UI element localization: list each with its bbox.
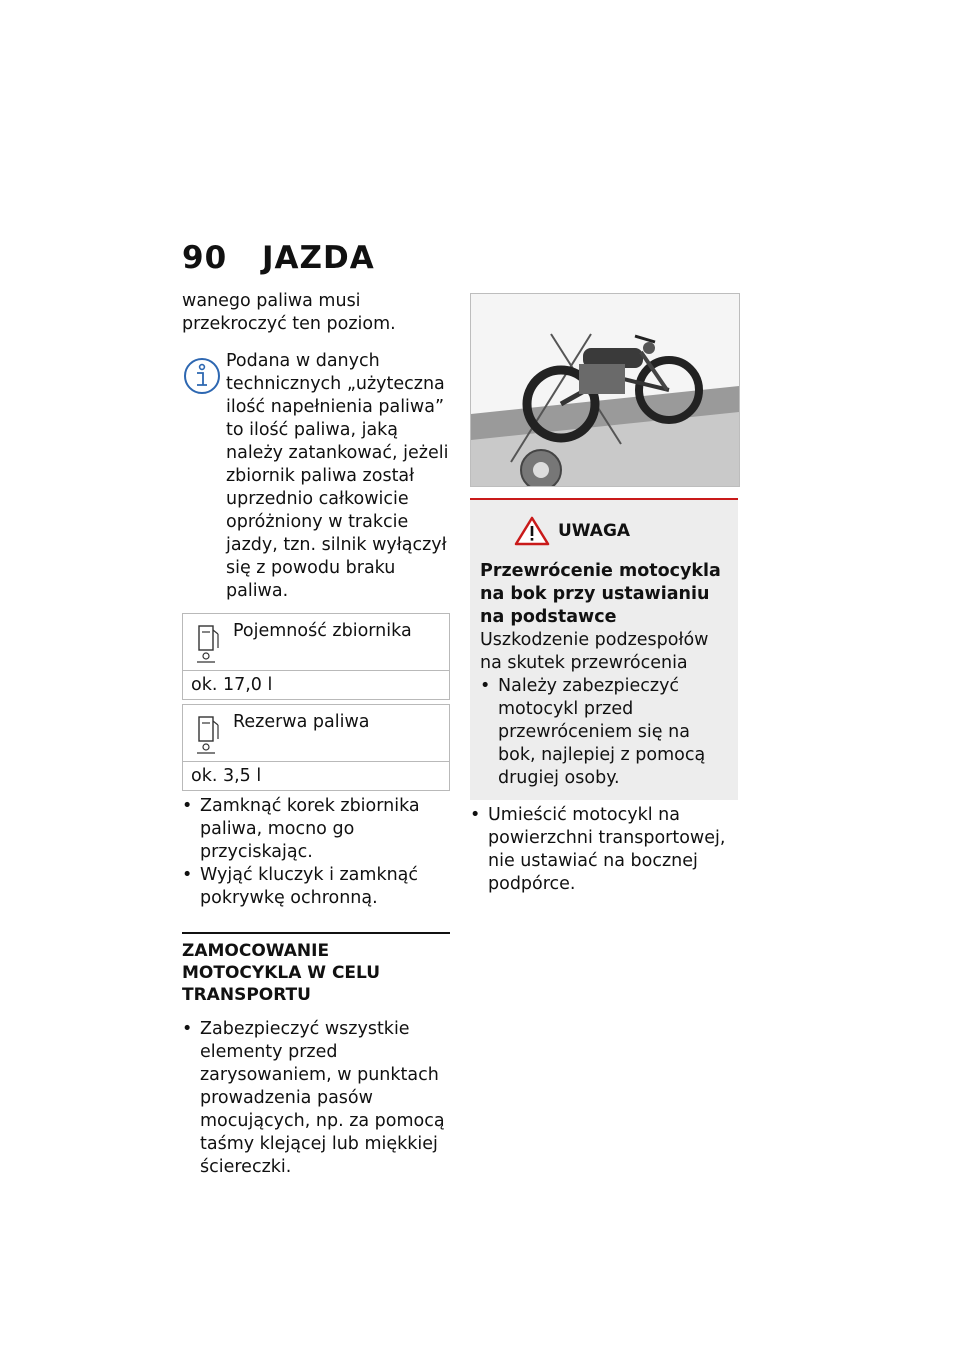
section-title: ZAMOCOWANIE MOTOCYKLA W CELU TRANSPORTU: [182, 941, 381, 1005]
warning-title: Przewrócenie motocykla na bok przy ustawianiu na podstawce: [480, 561, 721, 627]
bullet: •: [470, 805, 481, 825]
bullet: •: [182, 1019, 193, 1039]
warning-consequence: Uszkodzenie podzespołów na skutek przewrócenia: [480, 630, 709, 673]
motorcycle-on-trailer-illustration: [470, 293, 740, 487]
right-column: [470, 293, 738, 896]
spec-value: ok. 17,0 l: [191, 675, 273, 695]
spec-value: ok. 3,5 l: [191, 766, 262, 786]
step-list: [182, 795, 450, 910]
bullet: •: [182, 796, 193, 816]
warning-box: [470, 498, 738, 800]
spec-tank-capacity: [182, 613, 450, 700]
fuel-pump-icon: [195, 622, 221, 664]
list-item: • Zamknąć korek zbiornika paliwa, mocno go przyciskając.: [182, 796, 420, 862]
left-column: [182, 290, 450, 1179]
spec-fuel-reserve: [182, 704, 450, 791]
list-item: • Wyjąć kluczyk i zamknąć pokrywkę ochronną.: [182, 865, 419, 908]
step-list: [470, 804, 738, 896]
page-header: [182, 240, 375, 276]
fuel-pump-icon: [195, 713, 221, 755]
page-number: 90: [182, 240, 228, 276]
bullet: •: [182, 865, 193, 885]
warning-word: UWAGA: [558, 521, 631, 541]
list-item: • Należy zabezpieczyć motocykl przed przewróceniem się na bok, najlepiej z pomocą drugiej osoby.: [480, 676, 706, 788]
spec-label: Pojemność zbiornika: [233, 621, 412, 641]
spec-label: Rezerwa paliwa: [233, 712, 370, 732]
bullet: •: [480, 676, 491, 696]
list-item: • Zabezpieczyć wszystkie elementy przed zarysowaniem, w punktach prowadzenia pasów mocujących, np. za pomocą taśmy klejącej lub miękkiej ściereczki.: [182, 1019, 445, 1177]
warning-triangle-icon: [514, 516, 550, 546]
section-step-list: [182, 1018, 450, 1179]
section-divider: [182, 932, 450, 934]
warning-step-list: [480, 675, 728, 790]
list-item: • Umieścić motocykl na powierzchni transportowej, nie ustawiać na bocznej podpórce.: [470, 805, 726, 894]
info-note-text: Podana w danych technicznych „użyteczna ilość napełnienia paliwa” to ilość paliwa, jaką należy zatankować, jeżeli zbiornik paliwa został uprzednio całkowicie opróżniony w trakcie jazdy, tzn. silnik wyłączył się z powodu braku paliwa.: [226, 351, 449, 601]
info-icon: [182, 356, 222, 396]
chapter-title: JAZDA: [262, 240, 375, 276]
info-note: [182, 350, 450, 603]
intro-text: wanego paliwa musi przekroczyć ten poziom.: [182, 291, 396, 334]
